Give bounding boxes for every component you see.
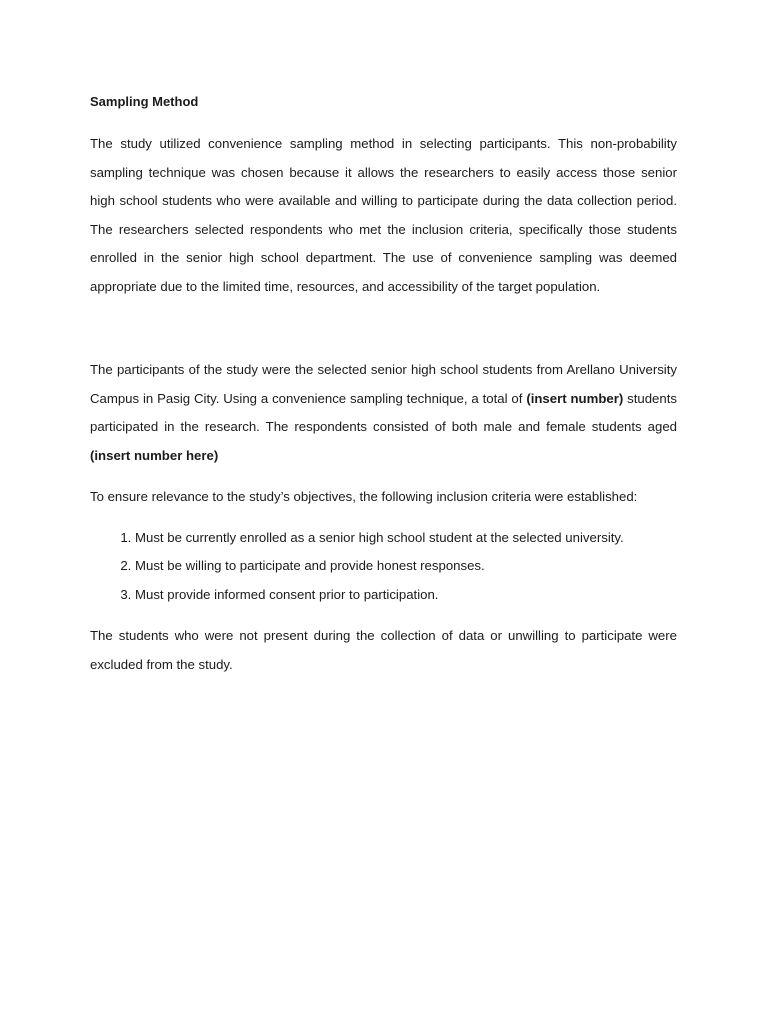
criteria-item: 1. Must be currently enrolled as a senior high school student at the selected university. [135,524,677,553]
document-page [90,90,677,679]
criteria-item: 2. Must be willing to participate and provide honest responses. [135,552,677,581]
paragraph-inclusion-intro: To ensure relevance to the study’s objectives, the following inclusion criteria were established: [90,489,638,504]
paragraph-participants [90,356,677,470]
paragraph-participants-text-1: The participants of the study were the selected senior high school students from Arellano University Campus in Pasig City. Using a convenience sampling technique, a total of [90,362,677,406]
placeholder-insert-number: (insert number) [526,390,624,406]
paragraph-sampling-method: The study utilized convenience sampling method in selecting participants. This non-probability sampling technique was chosen because it allows the researchers to easily access those senior high school students who were available and willing to participate during the data collection period. The researchers selected respondents who met the inclusion criteria, specifically those students enrolled in the senior high school department. The use of convenience sampling was deemed appropriate due to the limited time, resources, and accessibility of the target population. [90,136,677,294]
paragraph-participants-text-2: students participated in the research. The respondents consisted of both male and female students aged [90,390,677,434]
section-heading: Sampling Method [90,94,199,109]
placeholder-insert-number-here: (insert number here) [90,447,219,463]
inclusion-criteria-list [90,524,677,610]
criteria-item: 3. Must provide informed consent prior to participation. [135,581,677,610]
paragraph-exclusion: The students who were not present during the collection of data or unwilling to participate were excluded from the study. [90,628,677,672]
